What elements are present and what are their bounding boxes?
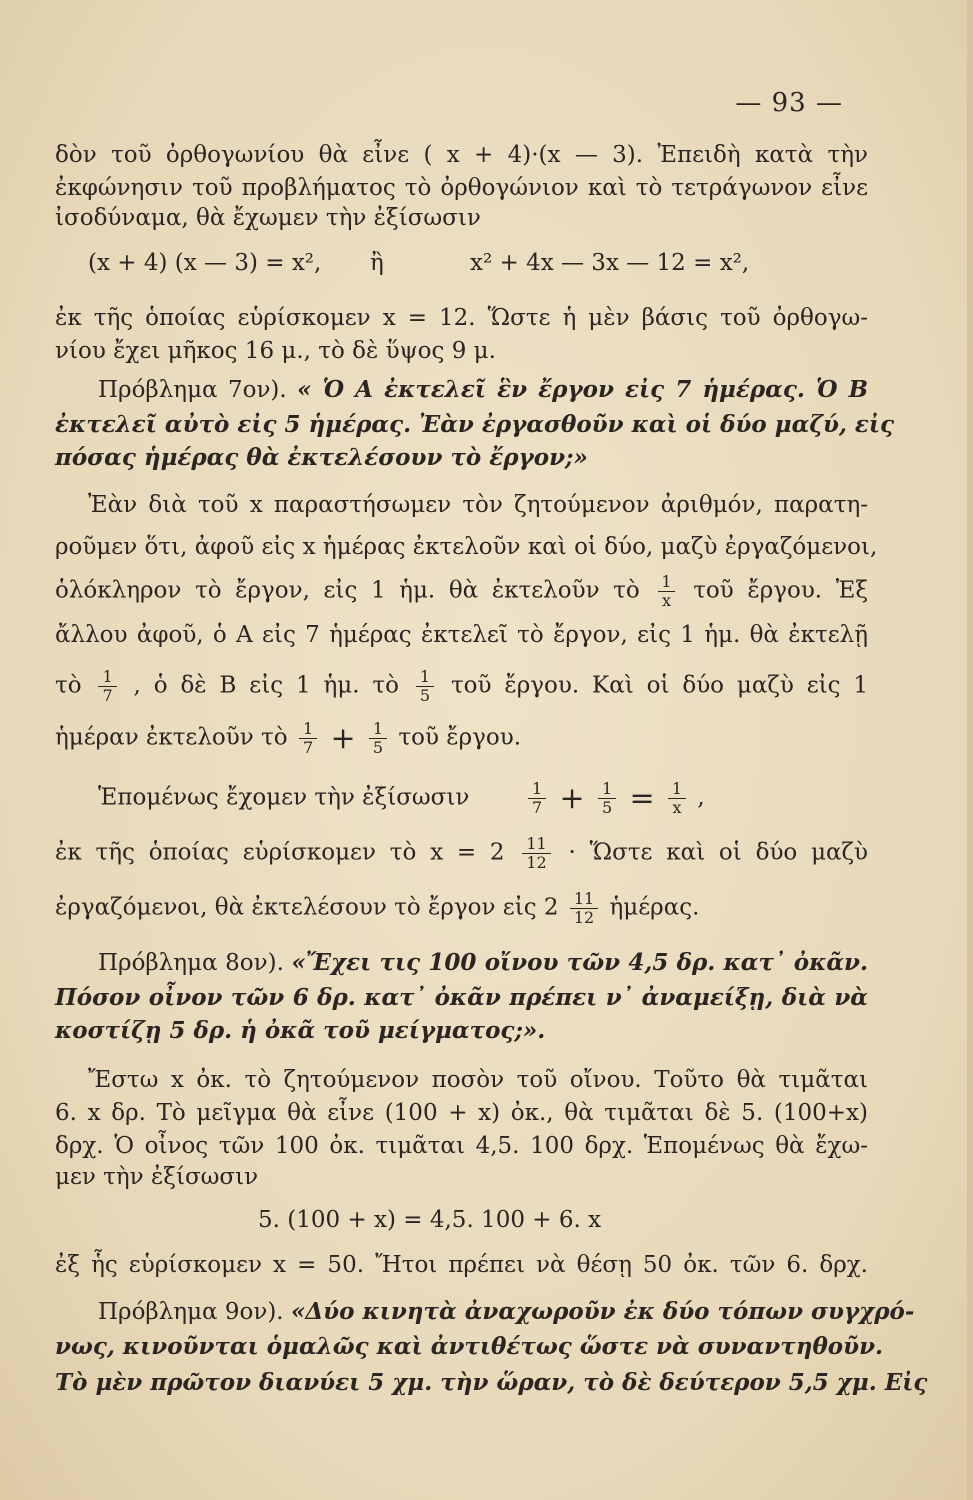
fraction-1-over-7: $\frac{1}{7}$ — [98, 668, 116, 705]
text-line: ροῦμεν ὅτι, ἀφοῦ εἰς x ἡμέρας ἐκτελοῦν καὶ οἱ δύο, μαζὺ ἐργαζόμενοι, — [55, 534, 878, 560]
text-line: ἐξ ἧς εὑρίσκομεν x = 50. Ἤτοι πρέπει νὰ θέσῃ 50 ὀκ. τῶν 6. δρχ. — [55, 1252, 868, 1278]
text-line: ὁλόκληρον τὸ ἔργον, εἰς 1 ἡμ. θὰ ἐκτελοῦν τὸ $\frac{1}{x}$ τοῦ ἔργου. Ἐξ — [55, 572, 869, 610]
problem-9-heading: Πρόβλημα 9ον). «Δύο κινητὰ ἀναχωροῦν ἐκ δύο τόπων συγχρό- — [98, 1298, 915, 1325]
text-line: ἐκ τῆς ὁποίας εὑρίσκομεν τὸ x = 2 $\frac{11}{12}$ · Ὥστε καὶ οἱ δύο μαζὺ — [55, 834, 868, 872]
problem-7-text: ἐκτελεῖ αὐτὸ εἰς 5 ἡμέρας. Ἐὰν ἐργασθοῦν καὶ οἱ δύο μαζύ, εἰς — [55, 411, 895, 438]
problem-label: Πρόβλημα 9ον). — [98, 1299, 284, 1325]
fraction-11-over-12: $\frac{11}{12}$ — [522, 835, 550, 872]
text-line: τὸ $\frac{1}{7}$ , ὁ δὲ Β εἰς 1 ἡμ. τὸ $\frac{1}{5}$ τοῦ ἔργου. Καὶ οἱ δύο μαζὺ εἰς 1 — [55, 667, 869, 705]
fraction-1-over-x: $\frac{1}{x}$ — [657, 573, 675, 610]
fraction-1-over-5: $\frac{1}{5}$ — [598, 780, 616, 817]
text-line: 6. x δρ. Τὸ μεῖγμα θὰ εἶνε (100 + x) ὀκ., θὰ τιμᾶται δὲ 5. (100+x) — [55, 1100, 868, 1126]
fraction-11-over-12: $\frac{11}{12}$ — [570, 890, 598, 927]
equation-left: (x + 4) (x — 3) = x², — [88, 250, 322, 276]
text-line: μεν τὴν ἐξίσωσιν — [55, 1164, 259, 1190]
text-line: ἐκ τῆς ὁποίας εὑρίσκομεν x = 12. Ὥστε ἡ μὲν βάσις τοῦ ὀρθογω- — [55, 305, 868, 331]
fraction-1-over-5: $\frac{1}{5}$ — [416, 668, 434, 705]
fraction-1-over-5: $\frac{1}{5}$ — [369, 720, 387, 757]
text-line: Ἑπομένως ἔχομεν τὴν ἐξίσωσιν $\frac{1}{7}$ + $\frac{1}{5}$ = $\frac{1}{x}$ , — [98, 779, 705, 817]
equation-or: ἢ — [370, 250, 384, 276]
text-line: ἐργαζόμενοι, θὰ ἐκτελέσουν τὸ ἔργον εἰς 2 $\frac{11}{12}$ ἡμέρας. — [55, 889, 700, 927]
problem-7-heading: Πρόβλημα 7ον). « Ὁ Α ἐκτελεῖ ἓν ἔργον εἰς 7 ἡμέρας. Ὁ Β — [98, 376, 869, 403]
text-line: Ἐὰν διὰ τοῦ x παραστήσωμεν τὸν ζητούμενον ἀριθμόν, παρατη- — [88, 492, 868, 518]
problem-label: Πρόβλημα 8ον). — [98, 950, 284, 976]
problem-7-text: πόσας ἡμέρας θὰ ἐκτελέσουν τὸ ἔργον;» — [55, 444, 588, 471]
problem-8-text: Πόσον οἶνον τῶν 6 δρ. κατ᾿ ὀκᾶν πρέπει ν᾿ ἀναμείξῃ, διὰ νὰ — [55, 984, 868, 1011]
text-line: ἐκφώνησιν τοῦ προβλήματος τὸ ὀρθογώνιον καὶ τὸ τετράγωνον εἶνε — [55, 175, 868, 201]
page-number: — 93 — — [735, 88, 843, 118]
equation: 5. (100 + x) = 4,5. 100 + 6. x — [258, 1207, 602, 1233]
text-line: νίου ἔχει μῆκος 16 μ., τὸ δὲ ὕψος 9 μ. — [55, 338, 496, 364]
text-line: ἡμέραν ἐκτελοῦν τὸ $\frac{1}{7}$ + $\frac{1}{5}$ τοῦ ἔργου. — [55, 719, 522, 757]
page-edge — [967, 0, 973, 1500]
text-line: ἰσοδύναμα, θὰ ἔχωμεν τὴν ἐξίσωσιν — [55, 205, 481, 231]
problem-label: Πρόβλημα 7ον). — [98, 377, 287, 403]
equation-right: x² + 4x — 3x — 12 = x², — [470, 250, 750, 276]
text-line: Ἔστω x ὀκ. τὸ ζητούμενον ποσὸν τοῦ οἴνου. Τοῦτο θὰ τιμᾶται — [88, 1067, 868, 1093]
fraction-1-over-7: $\frac{1}{7}$ — [528, 780, 546, 817]
text-line: ἄλλου ἀφοῦ, ὁ Α εἰς 7 ἡμέρας ἐκτελεῖ τὸ ἔργον, εἰς 1 ἡμ. θὰ ἐκτελῇ — [55, 622, 868, 648]
problem-9-text: νως, κινοῦνται ὁμαλῶς καὶ ἀντιθέτως ὥστε νὰ συναντηθοῦν. — [55, 1333, 884, 1360]
text-line: δρχ. Ὁ οἶνος τῶν 100 ὀκ. τιμᾶται 4,5. 100 δρχ. Ἑπομένως θὰ ἔχω- — [55, 1133, 868, 1159]
problem-8-text: κοστίζῃ 5 δρ. ἡ ὀκᾶ τοῦ μείγματος;». — [55, 1017, 546, 1044]
fraction-1-over-7: $\frac{1}{7}$ — [299, 720, 317, 757]
problem-9-text: Τὸ μὲν πρῶτον διανύει 5 χμ. τὴν ὥραν, τὸ δὲ δεύτερον 5,5 χμ. Εἰς — [55, 1369, 928, 1396]
text-line: δὸν τοῦ ὀρθογωνίου θὰ εἶνε ( x + 4)·(x — 3). Ἐπειδὴ κατὰ τὴν — [55, 142, 868, 168]
fraction-1-over-x: $\frac{1}{x}$ — [668, 780, 686, 817]
problem-8-heading: Πρόβλημα 8ον). «Ἔχει τις 100 οἴνου τῶν 4,5 δρ. κατ᾿ ὀκᾶν. — [98, 949, 868, 976]
